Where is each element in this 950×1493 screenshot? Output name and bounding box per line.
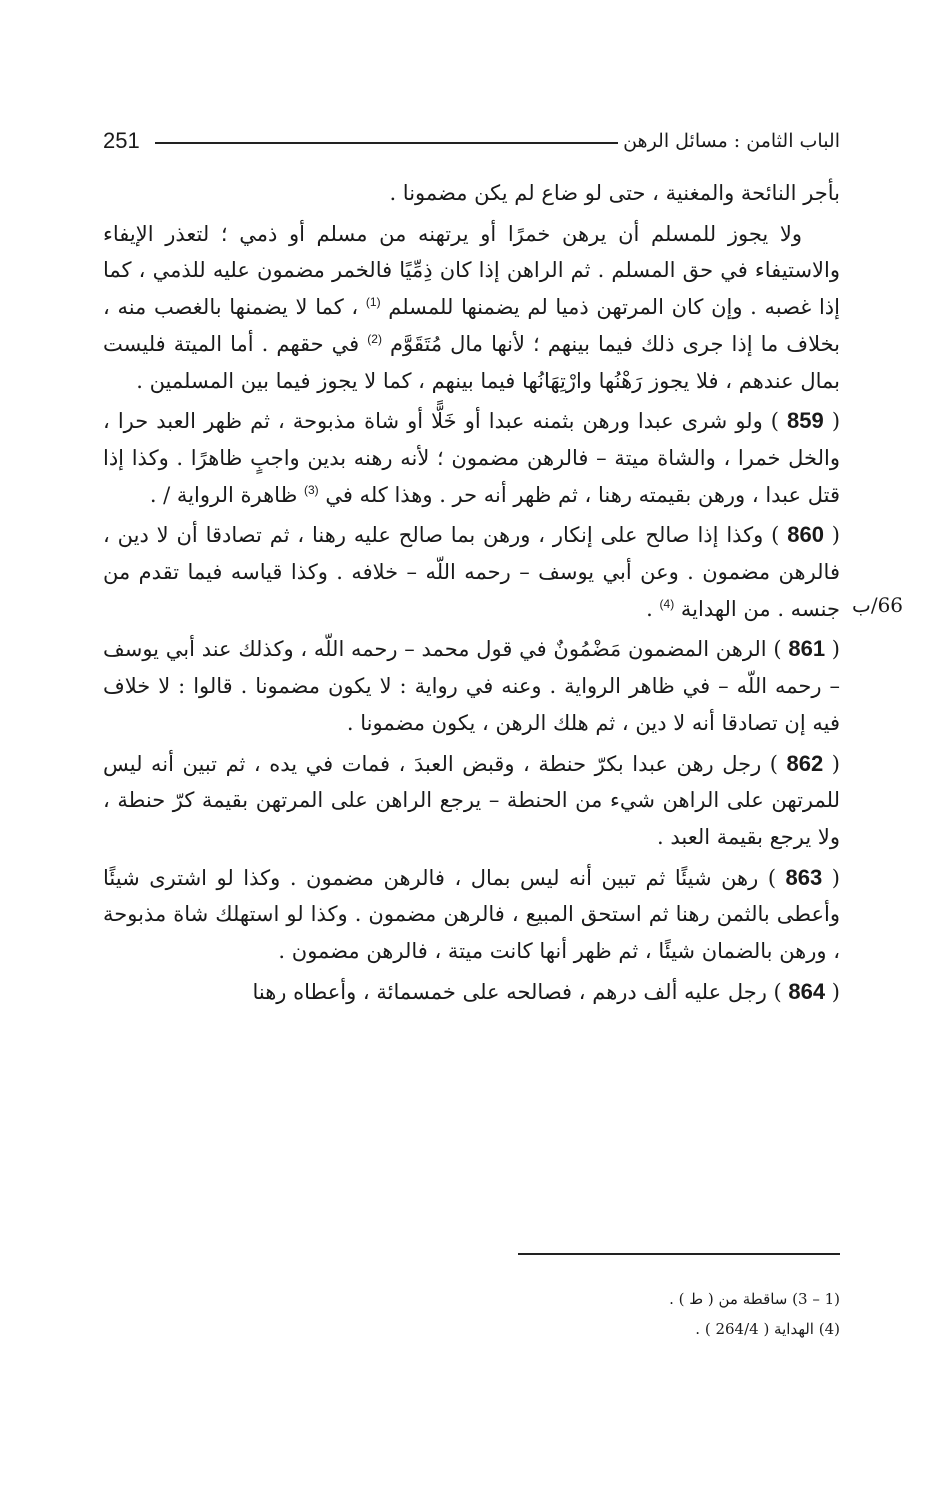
footnote-marker[interactable]: (2) [367,331,382,346]
paragraph-number: 864 [788,978,826,1004]
manuscript-folio-note: 66/ب [852,593,904,617]
paragraph-number: 861 [788,636,826,662]
numbered-paragraph: ( 862 ) رجل رهن عبدا بكرّ حنطة ، وقبض العبدَ ، فمات في يده ، ثم تبين أنه ليس للمرتهن على الراهن شيء من الحنطة – يرجع الراهن على المرتهن بقيمة كرّ حنطة ، ولا يرجع بقيمة العبد . [103,750,840,849]
main-text [103,175,840,1014]
paragraph: بأجر النائحة والمغنية ، حتى لو ضاع لم يكن مضمونا . [389,181,840,205]
chapter-title: الباب الثامن : مسائل الرهن [623,130,840,152]
running-header [103,126,840,160]
paragraph-number: 863 [785,864,823,890]
numbered-paragraph: ( 859 ) ولو شرى عبدا ورهن بثمنه عبدا أو خَلًّا أو شاة مذبوحة ، ثم ظهر العبد حرا ، والخل خمرا ، والشاة ميتة – فالرهن مضمون ؛ لأنه رهنه بدين واجبٍ ظاهرًا . وكذا إذا قتل عبدا ، ورهن بقيمته رهنا ، ثم ظهر أنه حر . وهذا كله في $^{(3)}$ ظاهرة الرواية / . [103,408,841,507]
paragraph-number: 860 [787,522,824,548]
footnotes [518,1284,840,1344]
page-number: 251 [103,128,140,153]
paragraph-number: 862 [786,750,824,776]
numbered-paragraph: ( 864 ) رجل عليه ألف درهم ، فصالحه على خمسمائة ، وأعطاه رهنا [252,978,840,1004]
numbered-paragraph: ( 863 ) رهن شيئًا ثم تبين أنه ليس بمال ، فالرهن مضمون . وكذا لو اشترى شيئًا وأعطى بالثمن رهنا ثم استحق المبيع ، فالرهن مضمون . وكذا لو استهلك شاة مذبوحة ، ورهن بالضمان شيئًا ، ثم ظهر أنها كانت ميتة ، فالرهن مضمون . [103,864,840,964]
footnote-marker[interactable]: (1) [365,295,381,310]
footnote-marker[interactable]: (4) [659,596,675,611]
footnote-marker[interactable]: (3) [303,482,319,497]
footnote: (4) الهداية ( 264/4 ) . [695,1320,840,1338]
header-rule [155,142,618,144]
numbered-paragraph: ( 861 ) الرهن المضمون مَضْمُونٌ في قول محمد – رحمه اللّه ، وكذلك عند أبي يوسف – رحمه اللّه – في ظاهر الرواية . وعنه في رواية : لا يكون مضمونا . قالوا : لا خلاف فيه إن تصادقا أنه لا دين ، ثم هلك الرهن ، يكون مضمونا . [103,636,840,735]
paragraph-number: 859 [787,408,824,434]
footnote-separator [518,1253,840,1255]
paragraph: ولا يجوز للمسلم أن يرهن خمرًا أو يرتهنه من مسلم أو ذمي ؛ لتعذر الإيفاء والاستيفاء في حق المسلم . ثم الراهن إذا كان ذِمِّيًا فالخمر مضمون عليه للذمي ، كما إذا غصبه . وإن كان المرتهن ذميا لم يضمنها للمسلم $^{(1)}$ ، كما لا يضمنها بالغصب منه ، بخلاف ما إذا جرى ذلك فيما بينهم ؛ لأنها مال مُتَقَوَّم $^{(2)}$ في حقهم . أما الميتة فليست بمال عندهم ، فلا يجوز رَهْنُها وارْتِهَانُها فيما بينهم ، كما لا يجوز فيما بين المسلمين . [103,221,841,393]
footnote: (1 – 3) ساقطة من ( ط ) . [669,1290,840,1308]
numbered-paragraph: ( 860 ) وكذا إذا صالح على إنكار ، ورهن بما صالح عليه رهنا ، ثم تصادقا أن لا دين ، فالرهن مضمون . وعن أبي يوسف – رحمه اللّه – خلافه . وكذا قياسه فيما تقدم من جنسه . من الهداية $^{(4)}$ . [103,522,841,621]
